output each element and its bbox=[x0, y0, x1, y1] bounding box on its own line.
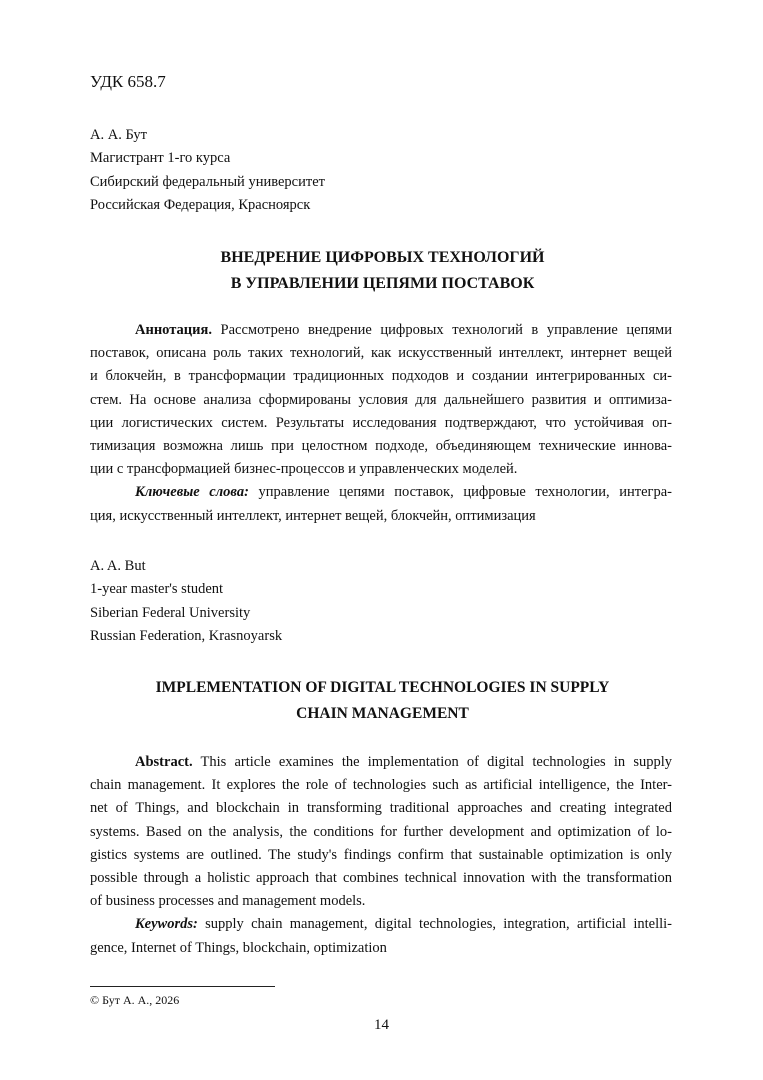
en-abstract-line: systems. Based on the analysis, the conditions for further development and optimization of lo- bbox=[90, 823, 672, 840]
en-title bbox=[90, 675, 675, 726]
en-keywords-line bbox=[90, 913, 672, 936]
en-keywords-line: gence, Internet of Things, blockchain, optimization bbox=[90, 939, 387, 956]
ru-author-name: А. А. Бут bbox=[90, 127, 147, 143]
en-abstract-label: Abstract. bbox=[135, 754, 193, 770]
ru-abstract-line: ции логистических систем. Результаты исследования подтверждают, что устойчивая оп- bbox=[90, 414, 672, 431]
ru-keywords-line: ция, искусственный интеллект, интернет вещей, блокчейн, оптимизация bbox=[90, 507, 536, 524]
en-abstract-line: possible through a holistic approach that combines technical innovation with the transformation bbox=[90, 869, 672, 886]
footnote-divider bbox=[90, 986, 275, 987]
copyright-footnote: © Бут А. А., 2026 bbox=[90, 993, 180, 1007]
ru-keywords-label: Ключевые слова: bbox=[135, 484, 249, 501]
ru-abstract-line: стем. На основе анализа сформированы условия для дальнейшего развития и оптимиза- bbox=[90, 391, 672, 408]
ru-author-position: Магистрант 1-го курса bbox=[90, 150, 231, 167]
ru-author-university: Сибирский федеральный университет bbox=[90, 173, 325, 190]
en-title-line-1: IMPLEMENTATION OF DIGITAL TECHNOLOGIES IN SUPPLY bbox=[155, 679, 610, 696]
en-abstract bbox=[90, 751, 672, 960]
ru-abstract-line: и блокчейн, в трансформации традиционных подходов и создании интегрированных си- bbox=[90, 368, 672, 385]
ru-abstract-line bbox=[90, 319, 672, 342]
en-author-university: Siberian Federal University bbox=[90, 604, 251, 621]
ru-abstract-text: Рассмотрено внедрение цифровых технологий в управление цепями bbox=[211, 322, 672, 338]
en-keywords-label: Keywords: bbox=[135, 916, 198, 933]
en-author-location: Russian Federation, Krasnoyarsk bbox=[90, 628, 283, 645]
ru-abstract-label: Аннотация. bbox=[135, 322, 212, 338]
ru-abstract-line: поставок, описана роль таких технологий, как искусственный интеллект, интернет вещей bbox=[90, 345, 672, 362]
en-keywords-text: supply chain management, digital technologies, integration, artificial intelli- bbox=[197, 916, 672, 933]
en-abstract-line: chain management. It explores the role of technologies such as artificial intelligence, the Inter- bbox=[90, 777, 672, 794]
ru-abstract-line: ции с трансформацией бизнес-процессов и управленческих моделей. bbox=[90, 461, 518, 478]
ru-title-line-1: ВНЕДРЕНИЕ ЦИФРОВЫХ ТЕХНОЛОГИЙ bbox=[220, 249, 545, 266]
en-abstract-text: This article examines the implementation of digital technologies in supply bbox=[192, 754, 672, 770]
en-abstract-line: net of Things, and blockchain in transforming traditional approaches and creating integrated bbox=[90, 800, 672, 817]
ru-title-line-2: В УПРАВЛЕНИИ ЦЕПЯМИ ПОСТАВОК bbox=[230, 274, 535, 292]
en-author-position: 1-year master's student bbox=[90, 581, 224, 598]
ru-keywords-line bbox=[90, 481, 672, 504]
ru-keywords-text: управление цепями поставок, цифровые технологии, интегра- bbox=[248, 484, 672, 501]
page-number: 14 bbox=[374, 1017, 389, 1033]
ru-author-block bbox=[90, 124, 325, 218]
en-title-line-2: CHAIN MANAGEMENT bbox=[296, 704, 469, 722]
en-author-name: A. A. But bbox=[90, 558, 146, 574]
en-abstract-line: gistics systems are outlined. The study's findings confirm that sustainable optimization is only bbox=[90, 846, 672, 863]
ru-author-location: Российская Федерация, Красноярск bbox=[90, 197, 311, 214]
ru-abstract-line: тимизация возможна лишь при целостном подходе, объединяющем технические иннова- bbox=[90, 437, 672, 454]
udk-code: УДК 658.7 bbox=[90, 72, 166, 91]
ru-abstract bbox=[90, 319, 672, 528]
en-abstract-line: of business processes and management models. bbox=[90, 893, 366, 910]
ru-title bbox=[90, 245, 675, 296]
en-abstract-line bbox=[90, 751, 672, 774]
en-author-block bbox=[90, 555, 282, 649]
